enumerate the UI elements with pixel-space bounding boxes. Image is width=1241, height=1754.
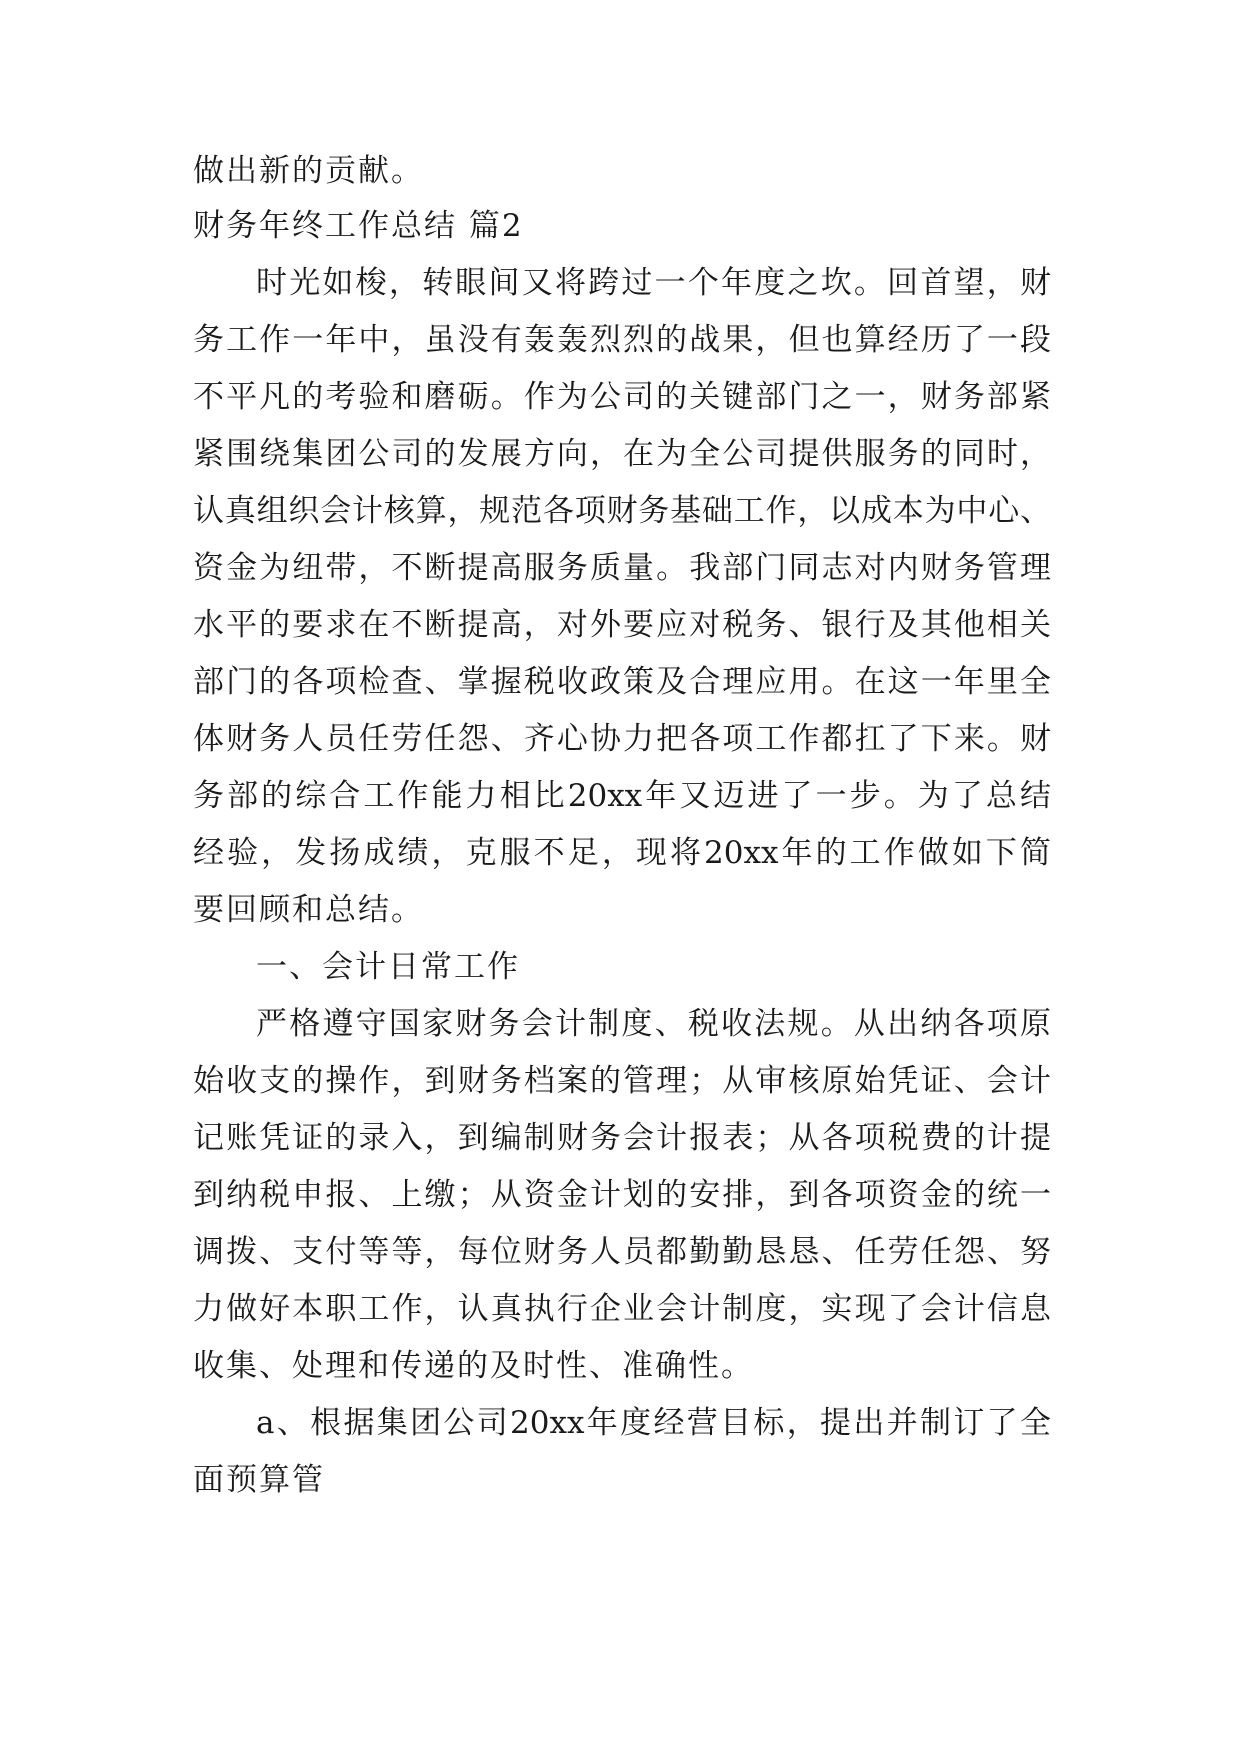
text-line: 务部的综合工作能力相比20xx年又迈进了一步。为了总结 [193,778,1051,814]
text-line: 资金为纽带，不断提高服务质量。我部门同志对内财务管理 [193,550,1051,586]
text-line: 紧围绕集团公司的发展方向，在为全公司提供服务的同时， [193,436,1051,472]
text-line: 收集、处理和传递的及时性、准确性。 [193,1348,754,1384]
text-line: 部门的各项检查、掌握税收政策及合理应用。在这一年里全 [193,664,1051,700]
text-line: 记账凭证的录入，到编制财务会计报表；从各项税费的计提 [193,1120,1051,1156]
text-line: a、根据集团公司20xx年度经营目标，提出并制订了全 [256,1405,1051,1441]
text-line: 力做好本职工作，认真执行企业会计制度，实现了会计信息 [193,1291,1051,1327]
text-line: 体财务人员任劳任怨、齐心协力把各项工作都扛了下来。财 [193,721,1051,757]
text-line: 水平的要求在不断提高，对外要应对税务、银行及其他相关 [193,607,1051,643]
text-line: 到纳税申报、上缴；从资金计划的安排，到各项资金的统一 [193,1177,1051,1213]
text-line: 经验，发扬成绩，克服不足，现将20xx年的工作做如下简 [193,835,1051,871]
text-line: 做出新的贡献。 [193,153,424,189]
text-line: 要回顾和总结。 [193,892,424,928]
text-line: 务工作一年中，虽没有轰轰烈烈的战果，但也算经历了一段 [193,322,1051,358]
text-line: 调拨、支付等等，每位财务人员都勤勤恳恳、任劳任怨、努 [193,1234,1051,1270]
text-line: 时光如梭，转眼间又将跨过一个年度之坎。回首望，财 [256,265,1051,301]
text-line: 认真组织会计核算，规范各项财务基础工作，以成本为中心、 [193,493,1051,529]
section-heading: 财务年终工作总结 篇2 [193,208,524,244]
text-line: 面预算管 [193,1462,325,1498]
subsection-heading: 一、会计日常工作 [256,949,520,985]
text-line: 严格遵守国家财务会计制度、税收法规。从出纳各项原 [256,1006,1051,1042]
text-line: 不平凡的考验和磨砺。作为公司的关键部门之一，财务部紧 [193,379,1051,415]
text-line: 始收支的操作，到财务档案的管理；从审核原始凭证、会计 [193,1063,1051,1099]
